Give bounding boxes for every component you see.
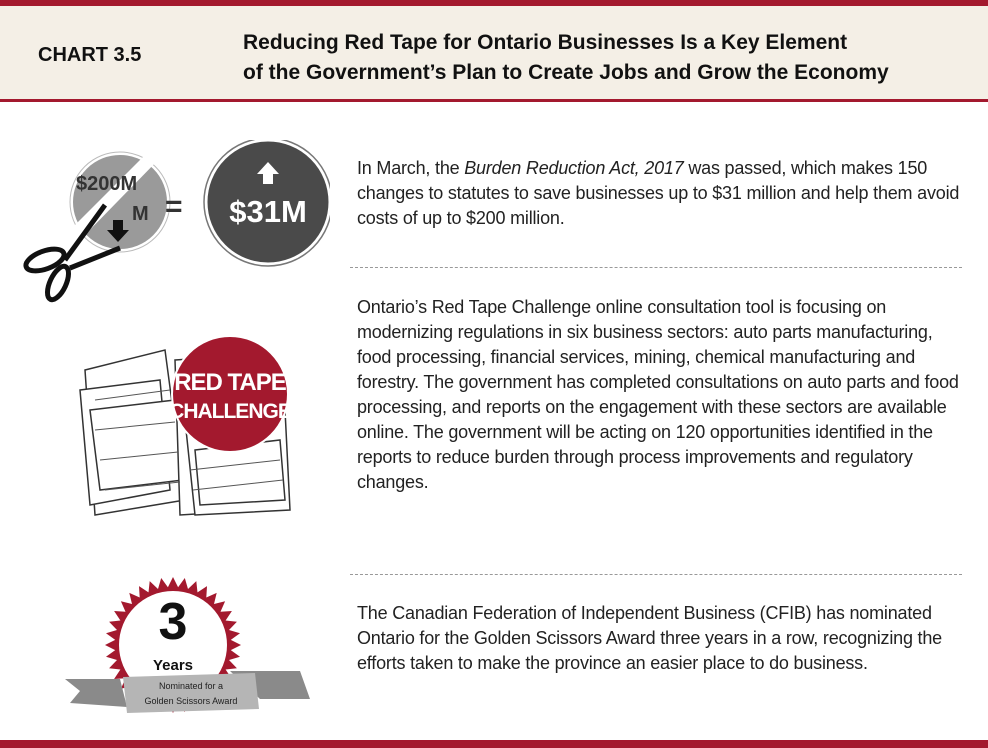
red-tape-challenge-icon — [75, 330, 305, 520]
scissors-savings-icon — [10, 140, 330, 305]
ribbon-line-1: Nominated for a — [158, 681, 224, 691]
burden-reduction-text — [357, 156, 967, 231]
ribbon-icon — [65, 671, 310, 713]
award-badge-icon — [55, 575, 315, 725]
ribbon-line-2: Golden Scissors Award — [144, 696, 238, 706]
text-part: In March, the — [357, 158, 465, 178]
act-name: Burden Reduction Act, 2017 — [464, 158, 684, 178]
chart-number: CHART 3.5 — [38, 44, 142, 66]
savings-label: $31M — [229, 194, 307, 229]
text-part: was passed, which makes 150 changes to statutes to save businesses up to $31 million and help them avoid costs of up to $200 million. — [357, 158, 960, 228]
title-line-1: Reducing Red Tape for Ontario Businesses Is a Key Element — [243, 31, 848, 54]
years-number: 3 — [158, 593, 188, 651]
red-tape-challenge-text: Ontario’s Red Tape Challenge online consultation tool is focusing on modernizing regulations in six business sectors: auto parts manufacturing, food processing, financial services, mining, chemical manufacturing and forestry. The government has completed consultations on auto parts and food processing, and reports on the engagement with these sectors are available online. The government will be acting on 120 opportunities identified in the reports to reduce burden through process improvements and regulatory changes. — [357, 297, 959, 492]
equals-sign: = — [165, 190, 183, 223]
chart-header — [0, 6, 988, 102]
bottom-accent-bar — [0, 740, 988, 748]
divider — [350, 574, 962, 575]
golden-scissors-text: The Canadian Federation of Independent Business (CFIB) has nominated Ontario for the Golden Scissors Award three years in a row, recognizing the efforts taken to make the province an easier place to do business. — [357, 603, 942, 673]
badge-line-2: CHALLENGE — [169, 400, 291, 423]
chart-title — [243, 28, 889, 88]
years-label: Years — [152, 657, 194, 674]
badge-line-1: RED TAPE — [174, 369, 286, 396]
title-line-2: of the Government’s Plan to Create Jobs and Grow the Economy — [243, 61, 889, 84]
old-cost-label-fragment: M — [132, 203, 149, 225]
old-cost-label: $200M — [76, 173, 138, 195]
divider — [350, 267, 962, 268]
